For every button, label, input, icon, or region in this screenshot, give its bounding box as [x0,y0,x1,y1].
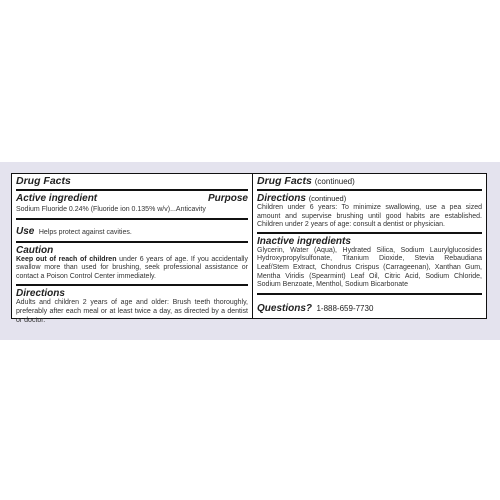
header-continued: (continued) [314,177,355,186]
left-column [12,174,253,324]
use-title: Use [16,225,35,237]
questions-phone: 1-888-659-7730 [316,303,374,313]
directions-section [16,284,248,325]
use-text: Helps protect against cavities. [38,228,132,236]
caution-bold-text: Keep out of reach of children [16,255,117,263]
active-ingredient-text: Sodium Fluoride 0.24% (Fluoride ion 0.135% w/v)...Anticavity [16,206,206,213]
caution-text: under 6 years of age. If you accidentally swallow more than used for brushing, seek professional assistance or contact a Poison Control Center immediately. [16,255,248,280]
questions-title: Questions? [257,302,313,314]
directions-text: Adults and children 2 years of age and older: Brush teeth thoroughly, preferably after each meal or at least twice a day, as directed by a dentist or doctor. [16,299,248,324]
directions-continued-title [257,193,482,204]
drug-facts-continued-header [257,174,482,188]
inactive-section [257,232,482,293]
directions-title: Directions [16,288,65,300]
caution-section [16,241,248,285]
directions-continued-section [257,189,482,232]
active-ingredient-title: Active ingredient [16,193,98,204]
directions-continued-text: Children under 6 years: To minimize swallowing, use a pea sized amount and supervise brushing until good habits are established. Children under 2 years of age: consult a dentist or physician. [257,204,482,229]
caution-text-block [16,256,248,285]
drug-facts-header-right: Drug Facts [257,175,312,187]
right-column [253,174,486,318]
active-section [16,189,248,218]
caution-title: Caution [16,244,54,256]
directions-continued-label: (continued) [308,194,347,203]
use-section [16,218,248,241]
purpose-title: Purpose [207,193,248,204]
directions-title-right: Directions [257,193,306,204]
questions-section [257,293,482,316]
drug-facts-panel [11,173,487,324]
inactive-ingredients-text: Glycerin, Water (Aqua), Hydrated Silica, Sodium Laurylglucosides Hydroxypropylsulfonate, Titanium Dioxide, Stevia Rebaudiana Leaf/Stem Extract, Chondrus Crispus (Carrageenan), Xanthan Gum, Mentha Viridis (Spearmint) Leaf Oil, Citric Acid, Sodium Chloride, Sodium Benzoate, Menthol, Sodium Bicarbonate [257,246,482,289]
inactive-ingredients-title: Inactive ingredients [257,235,351,247]
drug-facts-header: Drug Facts [16,175,71,187]
